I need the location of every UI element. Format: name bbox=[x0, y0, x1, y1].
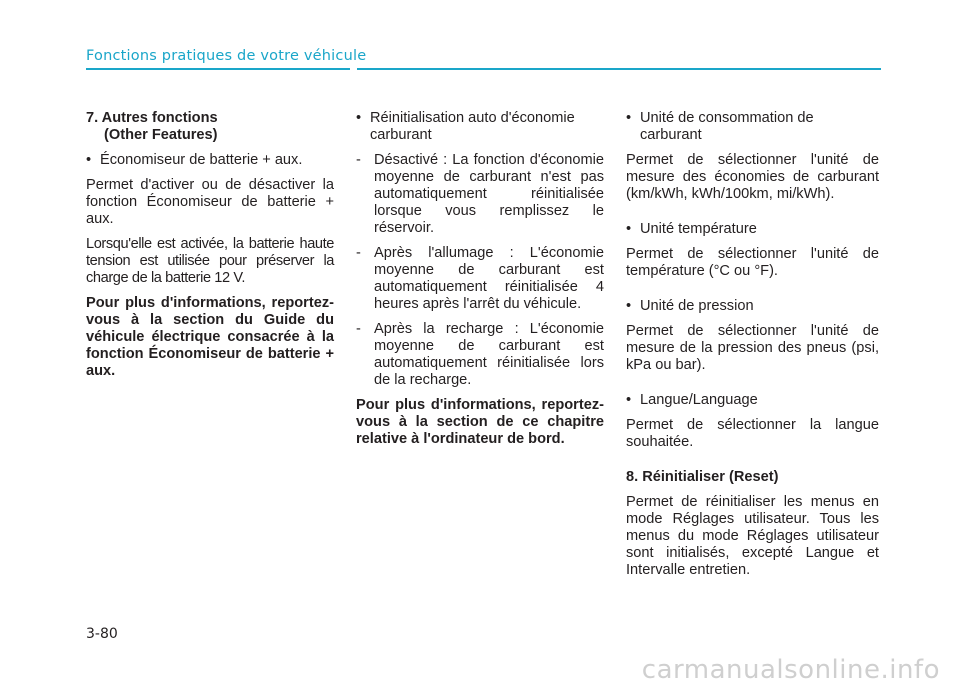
bullet-text: Unité de pression bbox=[640, 298, 754, 314]
heading-line-1: 7. Autres fonctions bbox=[86, 110, 218, 126]
bullet-temperature-unit bbox=[626, 221, 879, 238]
bullet-pressure-unit bbox=[626, 298, 879, 315]
column-2 bbox=[356, 110, 604, 456]
section-title: Fonctions pratiques de votre véhicule bbox=[86, 48, 367, 64]
bullet-icon: • bbox=[626, 392, 632, 408]
dash-icon: - bbox=[356, 245, 361, 261]
watermark: carmanualsonline.info bbox=[641, 655, 940, 685]
dash-icon: - bbox=[356, 321, 361, 337]
heading-reset: 8. Réinitialiser (Reset) bbox=[626, 469, 779, 485]
bullet-text: Économiseur de batterie + aux. bbox=[100, 152, 303, 168]
paragraph: Permet de sélectionner l'unité de température (°C ou °F). bbox=[626, 246, 879, 279]
paragraph: Lorsqu'elle est activée, la batterie haute tension est utilisée pour préserver la charge de la batterie 12 V. bbox=[86, 236, 334, 286]
page-number: 3-80 bbox=[86, 626, 118, 642]
bullet-auto-reset bbox=[356, 110, 604, 144]
paragraph: Permet de sélectionner la langue souhaitée. bbox=[626, 417, 879, 450]
heading-line-2: (Other Features) bbox=[104, 127, 218, 143]
column-1 bbox=[86, 110, 334, 388]
bullet-text: Langue/Language bbox=[640, 392, 758, 408]
header-rule bbox=[357, 68, 881, 70]
dash-text: Désactivé : La fonction d'économie moyenne de carburant n'est pas automatiquement réinitialisée lorsque vous remplissez le réservoir. bbox=[374, 152, 604, 236]
header-underline bbox=[86, 68, 350, 70]
paragraph: Permet d'activer ou de désactiver la fonction Économiseur de batterie + aux. bbox=[86, 177, 334, 227]
paragraph: Permet de sélectionner l'unité de mesure des économies de carburant (km/kWh, kWh/100km, mi/kWh). bbox=[626, 152, 879, 202]
dash-item bbox=[356, 152, 604, 237]
dash-text: Après la recharge : L'économie moyenne de carburant est automatiquement réinitialisée lors de la recharge. bbox=[374, 321, 604, 388]
bullet-language bbox=[626, 392, 879, 409]
bullet-icon: • bbox=[356, 110, 362, 126]
dash-item bbox=[356, 321, 604, 389]
dash-icon: - bbox=[356, 152, 361, 168]
bullet-text: Unité de consommation de carburant bbox=[640, 110, 814, 143]
column-3 bbox=[626, 110, 879, 587]
bullet-battery-saver bbox=[86, 152, 334, 169]
note-reference: Pour plus d'informations, reportez-vous à la section de ce chapitre relative à l'ordinateur de bord. bbox=[356, 397, 604, 447]
bullet-text: Réinitialisation auto d'économie carburant bbox=[370, 110, 575, 143]
dash-item bbox=[356, 245, 604, 313]
bullet-icon: • bbox=[626, 110, 632, 126]
bullet-fuel-unit bbox=[626, 110, 879, 144]
paragraph: Permet de sélectionner l'unité de mesure de la pression des pneus (psi, kPa ou bar). bbox=[626, 323, 879, 373]
dash-text: Après l'allumage : L'économie moyenne de carburant est automatiquement réinitialisée 4 heures après l'arrêt du véhicule. bbox=[374, 245, 604, 312]
bullet-icon: • bbox=[626, 298, 632, 314]
bullet-text: Unité température bbox=[640, 221, 757, 237]
bullet-icon: • bbox=[626, 221, 632, 237]
paragraph: Permet de réinitialiser les menus en mode Réglages utilisateur. Tous les menus du mode Réglages utilisateur sont initialisés, excepté Langue et Intervalle entretien. bbox=[626, 494, 879, 578]
heading-other-features bbox=[86, 110, 334, 144]
note-reference: Pour plus d'informations, reportez-vous à la section du Guide du véhicule électrique consacrée à la fonction Économiseur de batterie + aux. bbox=[86, 295, 334, 379]
bullet-icon: • bbox=[86, 152, 92, 168]
